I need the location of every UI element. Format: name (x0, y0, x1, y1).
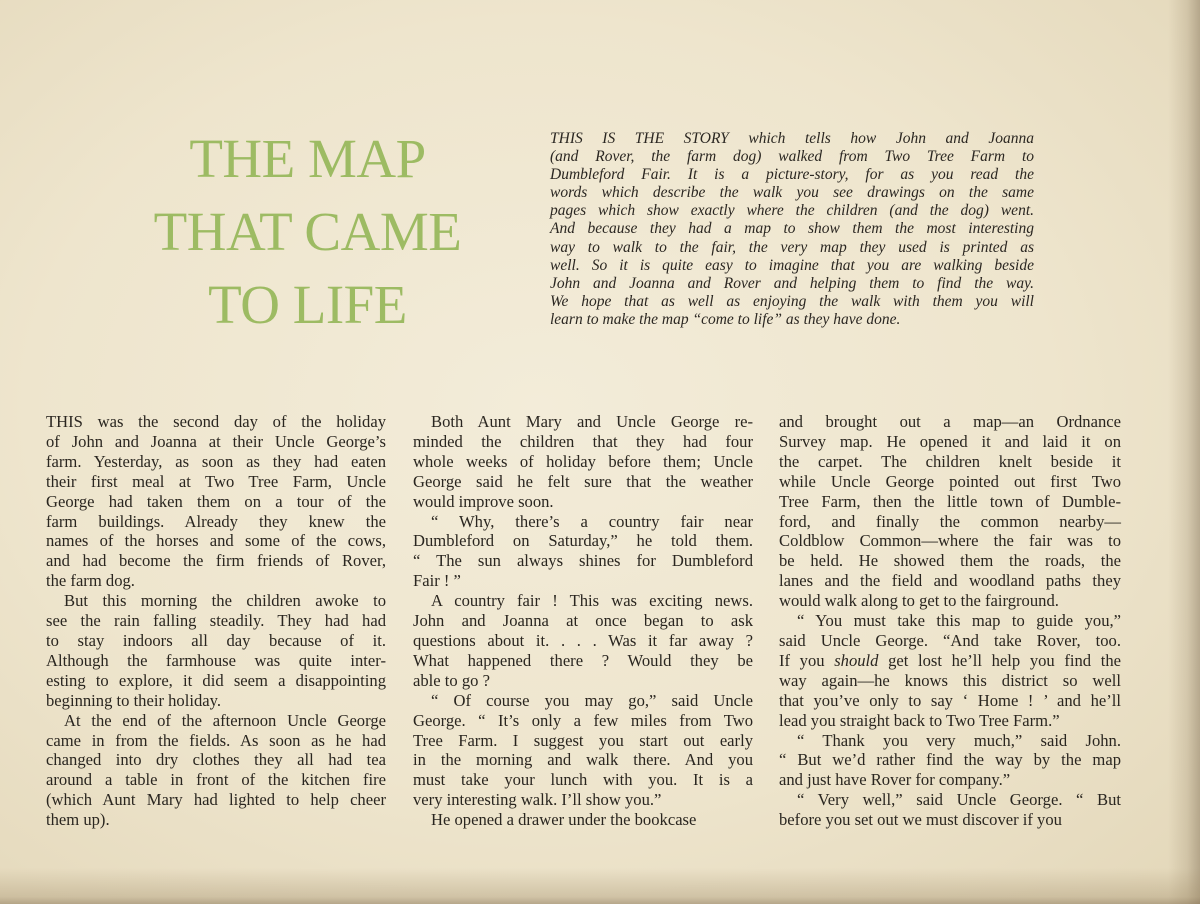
column-line: “ Of course you may go,” said Uncle (431, 690, 753, 710)
page-bottom-edge (0, 868, 1200, 904)
column-line: If you should get lost he’ll help you find the (779, 650, 1121, 670)
column-line: “ Thank you very much,” said John. (797, 730, 1121, 750)
intro-line: well. So it is quite easy to imagine that you are walking beside (550, 256, 1034, 274)
column-line: them up). (46, 810, 110, 830)
title-line: THAT CAME (153, 201, 462, 262)
column-line: very interesting walk. I’ll show you.” (413, 790, 662, 810)
column-line: names of the horses and some of the cows, (46, 531, 386, 551)
title-line: THE MAP (189, 128, 426, 189)
column-line: Both Aunt Mary and Uncle George re- (431, 412, 753, 431)
title-line: TO LIFE (208, 274, 407, 335)
column-line: that you’ve only to say ‘ Home ! ’ and he’ll (779, 690, 1121, 710)
emphasis-word: should (834, 650, 879, 670)
intro-line: We hope that as well as enjoying the walk with them you will (550, 292, 1034, 310)
column-line: able to go ? (413, 670, 490, 690)
column-line: Fair ! ” (413, 571, 461, 591)
intro-line: words which describe the walk you see drawings on the same (550, 184, 1034, 202)
intro-line: Dumbleford Fair. It is a picture-story, for as you read the (550, 166, 1034, 184)
story-title (110, 122, 505, 341)
text-column-3 (779, 412, 1121, 830)
column-line: Survey map. He opened it and laid it on (779, 431, 1121, 451)
column-line: would walk along to get to the fairground. (779, 591, 1059, 611)
column-line: farm buildings. Already they knew the (46, 511, 386, 531)
column-line: farm. Yesterday, as soon as they had eaten (46, 451, 386, 471)
column-line: minded the children that they had four (413, 431, 753, 451)
column-line: the carpet. The children knelt beside it (779, 451, 1121, 471)
column-line: Although the farmhouse was quite inter- (46, 650, 386, 670)
column-line: of John and Joanna at their Uncle George’s (46, 431, 386, 451)
column-line: came in from the fields. As soon as he had (46, 730, 386, 750)
column-line: around a table in front of the kitchen fire (46, 770, 386, 790)
column-line: said Uncle George. “And take Rover, too. (779, 630, 1121, 650)
page-spine-shadow (1168, 0, 1200, 904)
column-line: (which Aunt Mary had lighted to help cheer (46, 790, 386, 810)
column-line: changed into dry clothes they all had tea (46, 750, 386, 770)
column-line: At the end of the afternoon Uncle George (64, 710, 386, 730)
column-line: lead you straight back to Two Tree Farm.” (779, 710, 1060, 730)
column-line: while Uncle George pointed out first Two (779, 471, 1121, 491)
column-line: lanes and the field and woodland paths they (779, 571, 1121, 591)
column-line: John and Joanna at once began to ask (413, 611, 753, 631)
intro-paragraph (550, 130, 1034, 329)
column-line: Coldblow Common—where the fair was to (779, 531, 1121, 551)
column-line: whole weeks of holiday before them; Uncle (413, 451, 753, 471)
column-line: “ The sun always shines for Dumbleford (413, 551, 753, 571)
column-line: and brought out a map—an Ordnance (779, 412, 1121, 431)
column-line: Tree Farm. I suggest you start out early (413, 730, 753, 750)
column-line: their first meal at Two Tree Farm, Uncle (46, 471, 386, 491)
column-line: the farm dog. (46, 571, 135, 591)
column-line: George said he felt sure that the weather (413, 471, 753, 491)
intro-line: pages which show exactly where the children (and the dog) went. (550, 202, 1034, 220)
column-line: “ But we’d rather find the way by the map (779, 750, 1121, 770)
column-line: He opened a drawer under the bookcase (431, 810, 697, 830)
text-column-1 (46, 412, 386, 830)
column-line: before you set out we must discover if you (779, 810, 1062, 830)
column-line: see the rain falling steadily. They had had (46, 611, 386, 631)
column-line: esting to explore, it did seem a disappointing (46, 670, 386, 690)
intro-line: learn to make the map “come to life” as they have done. (550, 310, 901, 328)
column-line: be held. He showed them the roads, the (779, 551, 1121, 571)
column-line: must take your lunch with you. It is a (413, 770, 753, 790)
column-line: A country fair ! This was exciting news. (431, 591, 753, 611)
column-line: ford, and finally the common nearby— (779, 511, 1121, 531)
column-line: What happened there ? Would they be (413, 650, 753, 670)
column-line: George had taken them on a tour of the (46, 491, 386, 511)
intro-line: way to walk to the fair, the very map they used is printed as (550, 238, 1034, 256)
column-line: beginning to their holiday. (46, 690, 221, 710)
column-line: Dumbleford on Saturday,” he told them. (413, 531, 753, 551)
column-line: and just have Rover for company.” (779, 770, 1011, 790)
column-line: “ You must take this map to guide you,” (797, 611, 1121, 631)
column-line: would improve soon. (413, 491, 554, 511)
text-column-2 (413, 412, 753, 830)
column-line: way again—he knows this district so well (779, 670, 1121, 690)
column-line: “ Why, there’s a country fair near (431, 511, 753, 531)
column-line: to stay indoors all day because of it. (46, 630, 386, 650)
intro-line: THIS IS THE STORY which tells how John and Joanna (550, 130, 1034, 147)
column-line: “ Very well,” said Uncle George. “ But (797, 790, 1121, 810)
intro-line: John and Joanna and Rover and helping them to find the way. (550, 274, 1034, 292)
column-line: and had become the firm friends of Rover, (46, 551, 386, 571)
intro-line: And because they had a map to show them the most interesting (550, 220, 1034, 238)
intro-line: (and Rover, the farm dog) walked from Two Tree Farm to (550, 148, 1034, 166)
column-line: Tree Farm, then the little town of Dumble- (779, 491, 1121, 511)
column-line: THIS was the second day of the holiday (46, 412, 386, 431)
column-line: But this morning the children awoke to (64, 591, 386, 611)
column-line: George. “ It’s only a few miles from Two (413, 710, 753, 730)
column-line: in the morning and walk there. And you (413, 750, 753, 770)
column-line: questions about it. . . . Was it far away ? (413, 630, 753, 650)
